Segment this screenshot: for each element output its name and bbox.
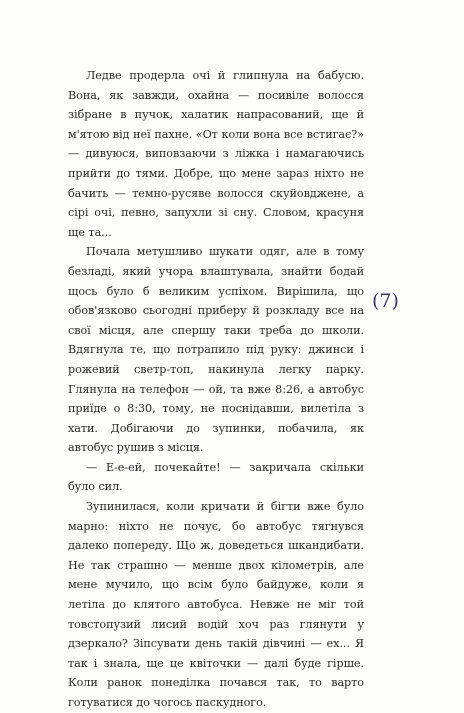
paragraph: Почала метушливо шукати одяг, але в тому безладі, який учора влаштувала, знайти бодай щось було б великим успіхом. Вирішила, що обов'язково сьогодні приберу й розкладу все на свої місця, але спершу таки треба до школи. Вдягнула те, що потрапило під руку: джинси і рожевий светр-топ, накинула легку парку. Глянула на телефон — ой, та вже 8:26, а автобус приїде о 8:30, тому, не поснідавши, вилетіла з хати. Добігаючи до зупинки, побачила, як автобус рушив з місця.: [68, 245, 364, 455]
paragraph: Зупинилася, коли кричати й бігти вже було марно: ніхто не почує, бо автобус тягнувся далеко попереду. Що ж, доведеться шкандибати. Не так страшно — менше двох кілометрів, але мене мучило, що всім було байдуже, коли я летіла до клятого автобуса. Невже не міг той товстопузий лисий водій хоч раз глянути у дзеркало? Зіпсувати день такій дівчині — ех... Я так і знала, ще це квіточки — далі буде гірше. Коли ранок понеділка почався так, то варто готуватися до чогось паскудного.: [68, 500, 364, 709]
paragraph: Ледве продерла очі й глипнула на бабусю. Вона, як завжди, охайна — посивіле волосся зібране в пучок, халатик напрасований, ще й м'ятою від неї пахне. «От коли вона все встигає?» — дивуюся, виповзаючи з ліжка і намагаючись прийти до тями. Добре, що мене зараз ніхто не бачить — темно-русяве волосся скуйовджене, а сірі очі, певно, запухли зі сну. Словом, красуня ще та...: [68, 69, 364, 239]
page-text: [68, 66, 364, 713]
paragraph: — Е-е-ей, почекайте! — закричала скільки було сил.: [68, 460, 364, 494]
page-number: (7): [372, 290, 399, 312]
